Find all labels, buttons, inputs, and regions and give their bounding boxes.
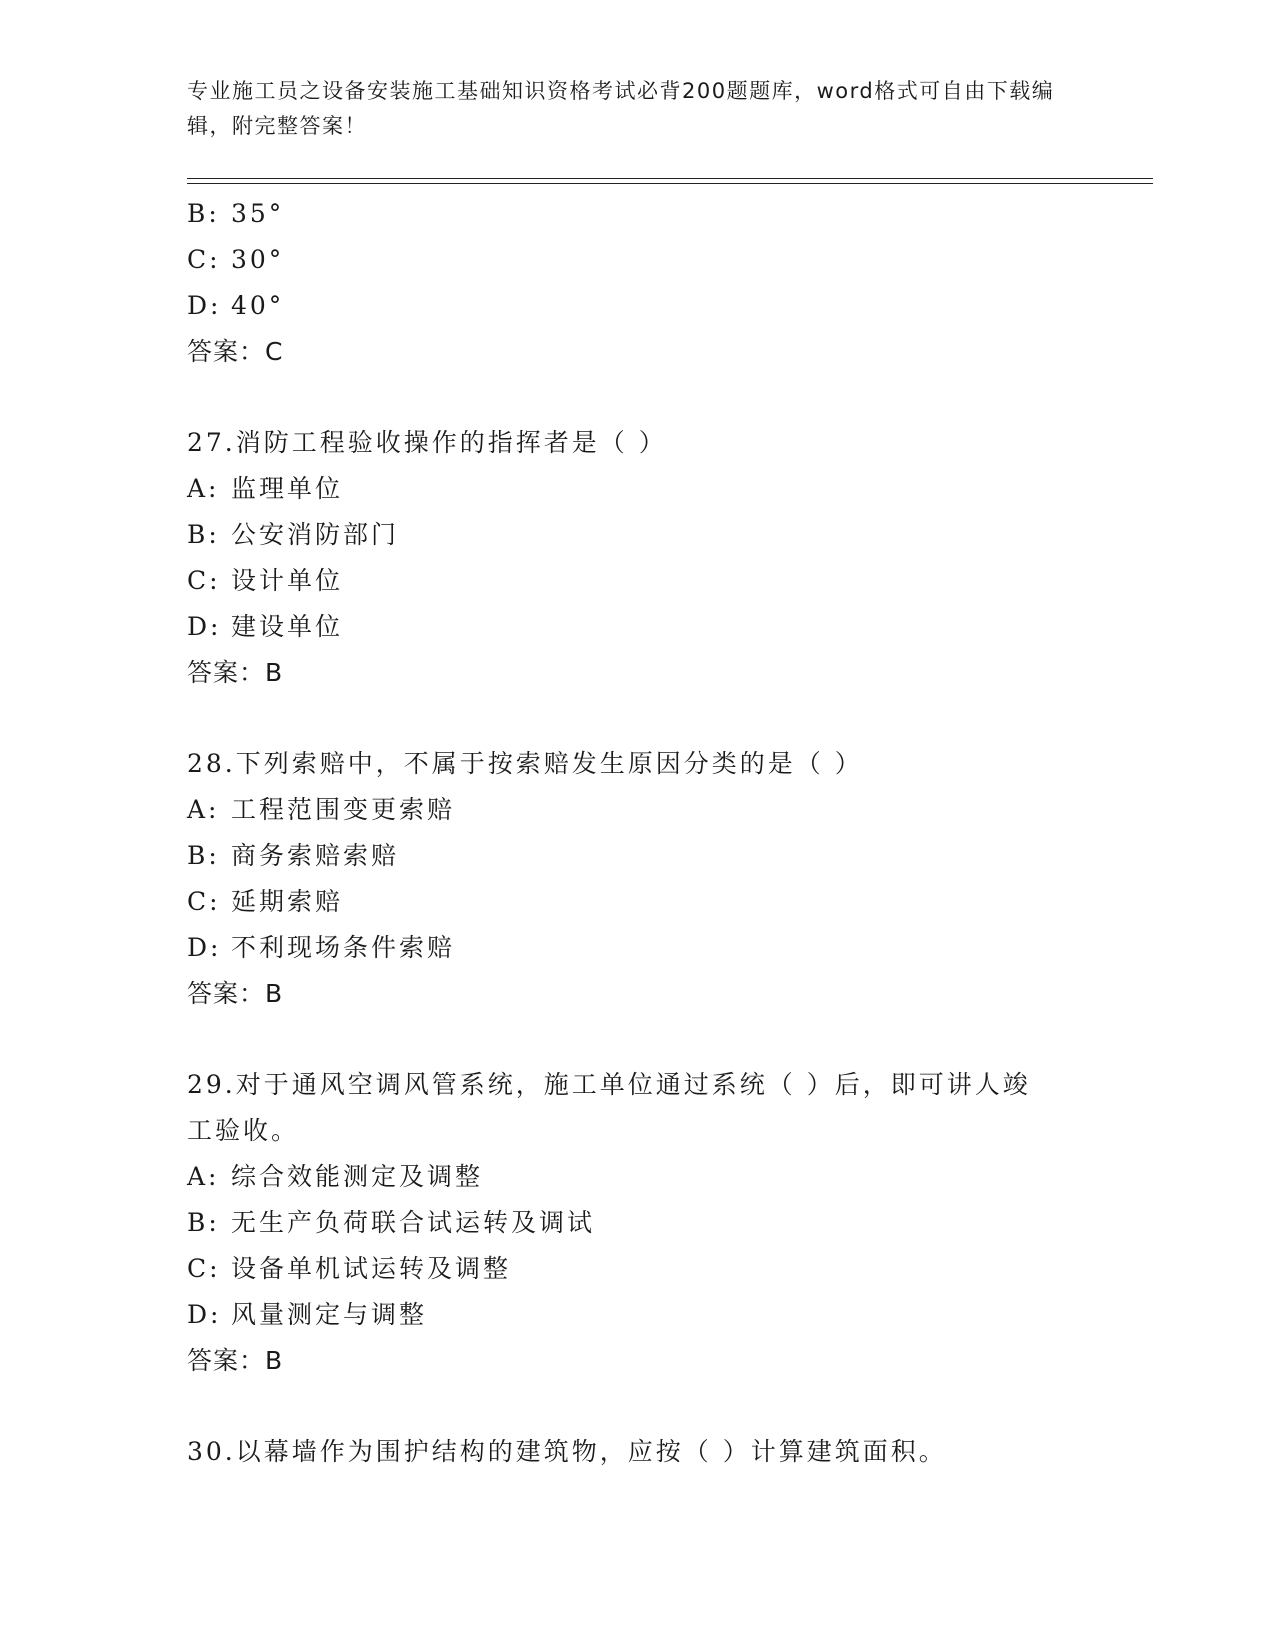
option-b	[187, 833, 1087, 879]
answer-line: 答案：C	[187, 337, 284, 366]
option-text: 30°	[231, 245, 285, 274]
question-29	[187, 1062, 1087, 1384]
option-text: 不利现场条件索赔	[231, 933, 456, 962]
option-key: C:	[187, 566, 221, 595]
answer-line: 答案：B	[187, 1346, 284, 1375]
option-text: 无生产负荷联合试运转及调试	[231, 1208, 596, 1237]
option-key: A:	[187, 474, 220, 503]
option-text: 设计单位	[231, 566, 344, 595]
option-d	[187, 1292, 1087, 1338]
option-key: D:	[187, 933, 222, 962]
answer-line: 答案：B	[187, 979, 284, 1008]
header-rule-bottom	[187, 183, 1153, 184]
question-30	[187, 1429, 1087, 1475]
option-key: C:	[187, 245, 221, 274]
option-key: A:	[187, 1162, 220, 1191]
option-key: C:	[187, 887, 221, 916]
option-text: 设备单机试运转及调整	[231, 1254, 512, 1283]
option-text: 延期索赔	[231, 887, 344, 916]
question-28	[187, 741, 1087, 1017]
option-a	[187, 787, 1087, 833]
option-text: 公安消防部门	[231, 520, 400, 549]
option-key: B:	[187, 199, 220, 228]
option-key: D:	[187, 612, 222, 641]
option-d	[187, 283, 1087, 329]
option-text: 监理单位	[231, 474, 344, 503]
header-rule-top	[187, 178, 1153, 179]
answer-line: 答案：B	[187, 658, 284, 687]
option-text: 综合效能测定及调整	[231, 1162, 484, 1191]
option-key: A:	[187, 795, 220, 824]
option-c	[187, 879, 1087, 925]
option-text: 35°	[231, 199, 285, 228]
option-key: D:	[187, 291, 222, 320]
question-stem: 30.以幕墙作为围护结构的建筑物，应按（ ）计算建筑面积。	[187, 1437, 947, 1466]
option-a	[187, 466, 1087, 512]
page-header: 专业施工员之设备安装施工基础知识资格考试必背200题题库，word格式可自由下载编辑，附完整答案！	[187, 79, 1055, 138]
option-text: 工程范围变更索赔	[231, 795, 456, 824]
option-text: 40°	[231, 291, 285, 320]
option-d	[187, 604, 1087, 650]
option-text: 商务索赔索赔	[231, 841, 400, 870]
option-key: C:	[187, 1254, 221, 1283]
question-26-continuation	[187, 191, 1087, 375]
question-stem: 29.对于通风空调风管系统，施工单位通过系统（ ）后，即可讲人竣工验收。	[187, 1070, 1031, 1145]
option-key: B:	[187, 841, 220, 870]
option-c	[187, 1246, 1087, 1292]
option-b	[187, 1200, 1087, 1246]
question-27	[187, 420, 1087, 696]
option-text: 建设单位	[231, 612, 344, 641]
option-key: B:	[187, 1208, 220, 1237]
question-content	[187, 191, 1087, 1475]
option-c	[187, 558, 1087, 604]
option-d	[187, 925, 1087, 971]
option-b	[187, 512, 1087, 558]
question-stem: 28.下列索赔中，不属于按索赔发生原因分类的是（ ）	[187, 749, 863, 778]
option-key: D:	[187, 1300, 222, 1329]
option-b	[187, 191, 1087, 237]
option-text: 风量测定与调整	[231, 1300, 428, 1329]
option-a	[187, 1154, 1087, 1200]
option-key: B:	[187, 520, 220, 549]
option-c	[187, 237, 1087, 283]
question-stem: 27.消防工程验收操作的指挥者是（ ）	[187, 428, 667, 457]
